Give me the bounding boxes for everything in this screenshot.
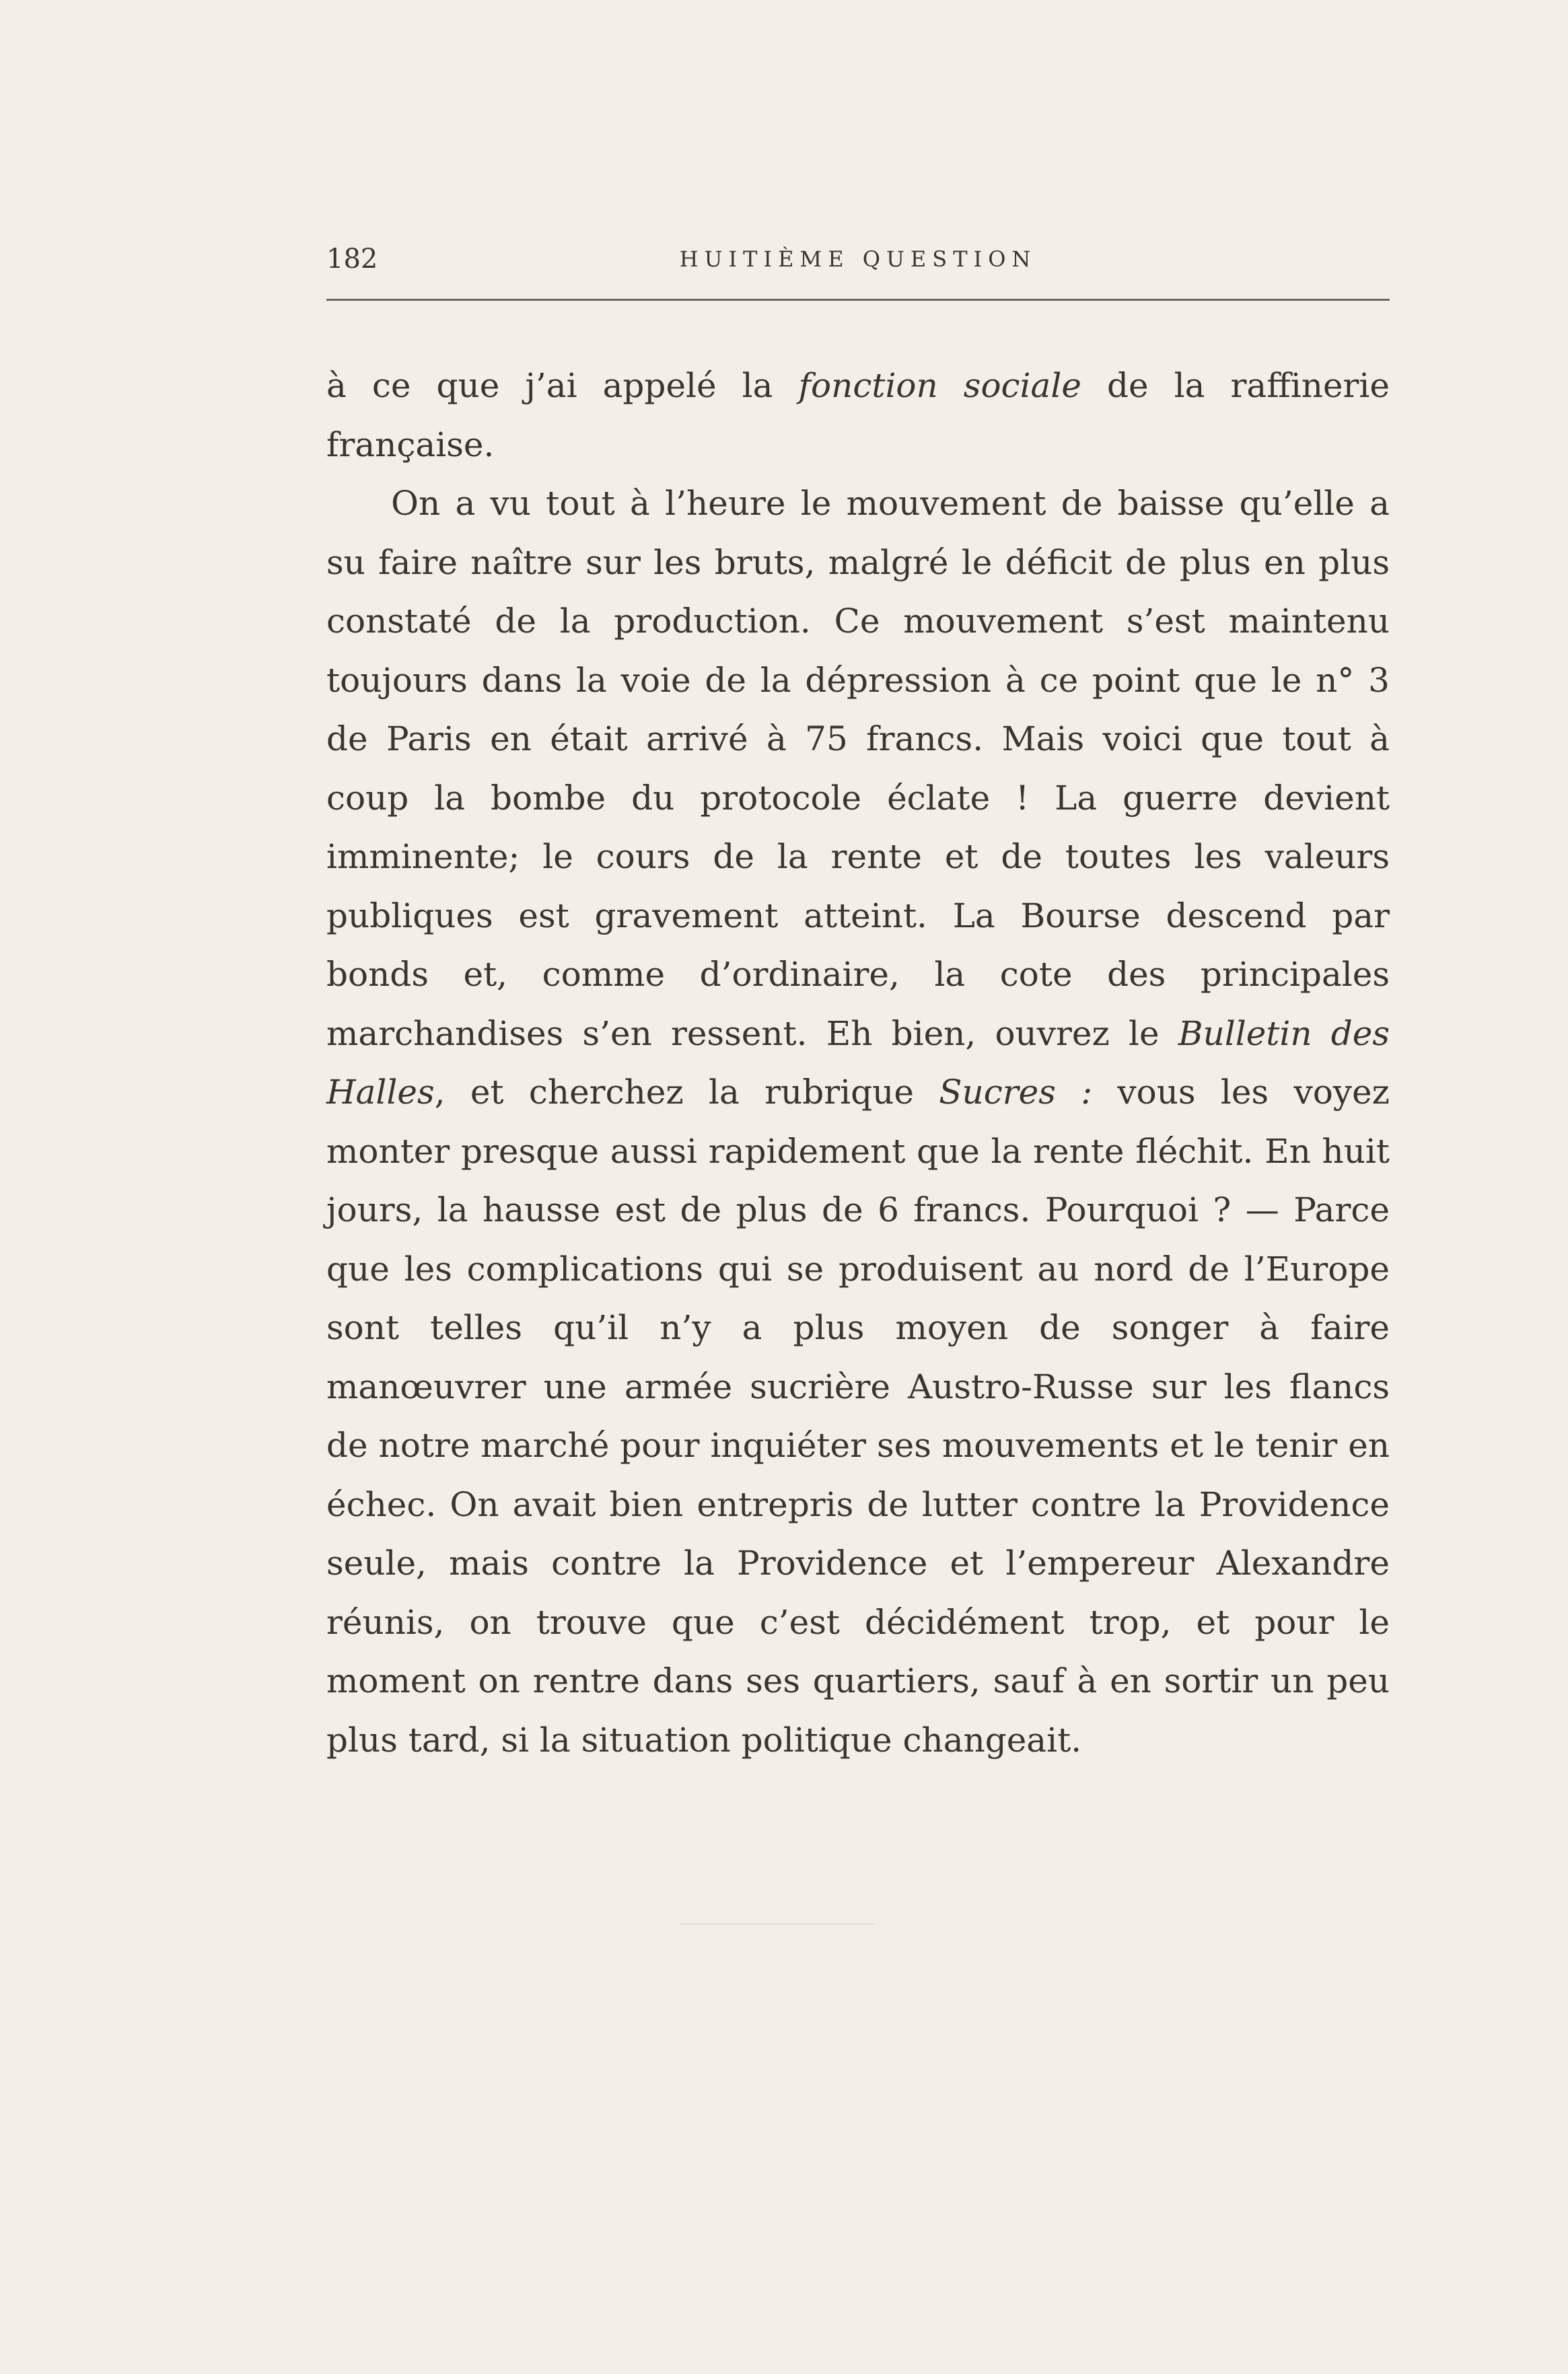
paragraph-1-text-b: de la raffinerie française.	[326, 366, 1390, 464]
running-title: HUITIÈME QUESTION	[679, 246, 1037, 272]
paragraph-2-text-a: On a vu tout à l’heure le mouvement de baisse qu’elle a su faire naître sur les bruts, malgré le déficit de plus en plus constaté de la production. Ce mouvement s’est maintenu toujours dans la voie de la dépression à ce point que le n° 3 de Paris en était arrivé à 75 francs. Mais voici que tout à coup la bombe du protocole éclate ! La guerre devient imminente; le cours de la rente et de toutes les valeurs publiques est gravement atteint. La Bourse descend par bonds et, comme d’ordinaire, la cote des principales marchandises s’en ressent. Eh bien, ouvrez le	[326, 484, 1390, 1053]
paragraph-2-text-c: vous les voyez monter presque aussi rapidement que la rente fléchit. En huit jours, la hausse est de plus de 6 francs. Pourquoi ? — Parce que les complications qui se produisent au nord de l’Europe sont telles qu’il n’y a plus moyen de songer à faire manœuvrer une armée sucrière Austro-Russe sur les flancs de notre marché pour inquiéter ses mouvements et le tenir en échec. On avait bien entrepris de lutter contre la Providence seule, mais contre la Providence et l’empereur Alexandre réunis, on trouve que c’est décidément trop, et pour le moment on rentre dans ses quartiers, sauf à en sortir un peu plus tard, si la situation politique changeait.	[326, 1073, 1390, 1760]
paragraph-2-text-b: , et cherchez la rubrique	[434, 1073, 939, 1112]
italic-bulletin-des-halles: Bulletin des Halles	[326, 1013, 1390, 1112]
paragraph-continuation	[326, 357, 1390, 474]
header-rule	[326, 299, 1390, 301]
page-header	[326, 236, 1390, 283]
paragraph-1-text-a: à ce que j’ai appelé la	[326, 366, 799, 405]
paragraph-main	[326, 474, 1390, 1770]
faint-show-through-line	[680, 1923, 875, 1925]
italic-fonction-sociale: fonction sociale	[798, 366, 1081, 405]
page-number: 182	[326, 244, 378, 275]
italic-sucres: Sucres :	[939, 1073, 1093, 1112]
body-text	[326, 357, 1390, 1770]
